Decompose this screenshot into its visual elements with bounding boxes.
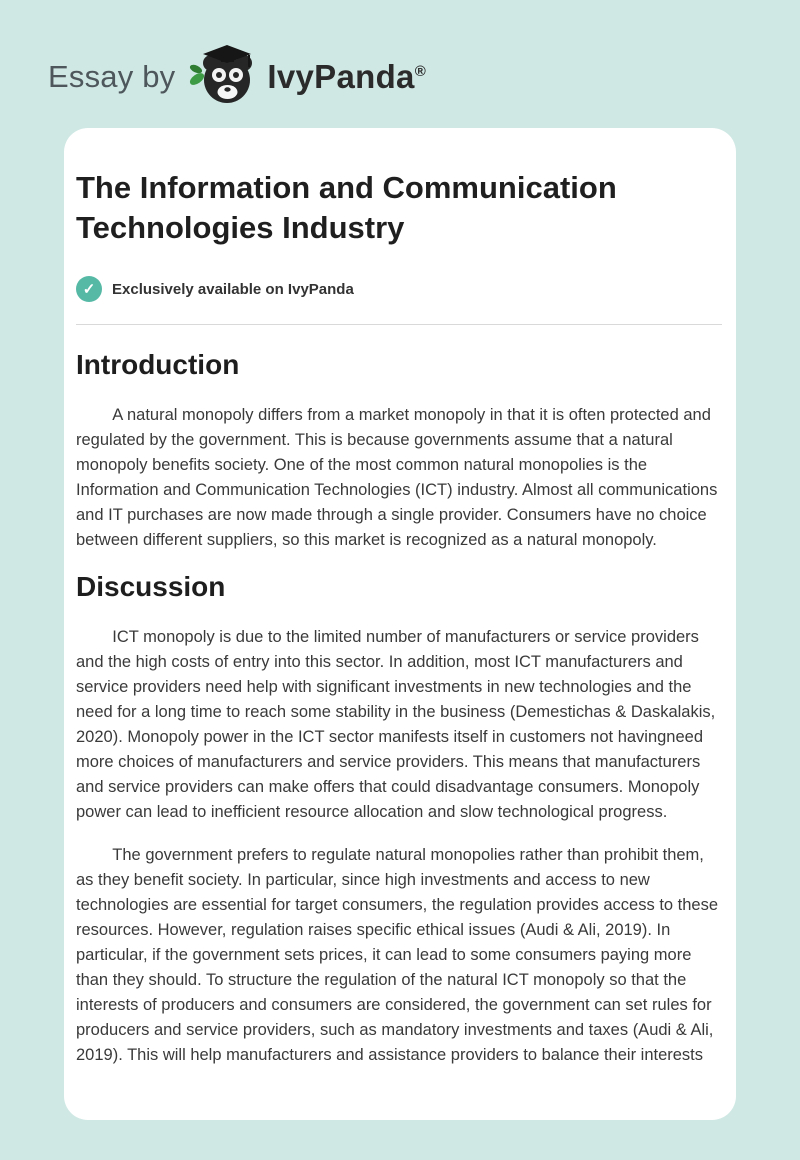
essay-by-label: Essay by — [48, 59, 176, 94]
section-discussion — [76, 571, 722, 1068]
discussion-paragraph-2: The government prefers to regulate natural monopolies rather than prohibit them, as they benefit society. In particular, since high investments and access to new technologies are essential for target consumers, the regulation provides access to these resources. However, regulation raises specific ethical issues (Audi & Ali, 2019). In particular, if the government sets prices, it can lead to some consumers paying more than they should. To structure the regulation of the natural ICT monopoly so that the interests of producers and consumers are considered, the government can set rules for producers and service providers, such as mandatory investments and taxes (Audi & Ali, 2019). This will help manufacturers and assistance providers to balance their interests — [76, 846, 719, 1064]
essay-title: The Information and Communication Technologies Industry — [76, 170, 617, 245]
discussion-paragraph-1: ICT monopoly is due to the limited number of manufacturers or service providers and the high costs of entry into this sector. In addition, most ICT manufacturers and service providers need help with significant investments in new technologies and the need for a long time to reach some stability in the business (Demestichas & Daskalakis, 2020). Monopoly power in the ICT sector manifests itself in customers not havingneed more choices of manufacturers and service providers. This means that manufacturers and service providers can make offers that could disadvantage consumers. Monopoly power can lead to inefficient resource allocation and slow technological progress. — [76, 628, 716, 821]
brand-name: IvyPanda® — [267, 58, 427, 95]
availability-label: Exclusively available on IvyPanda — [112, 280, 354, 298]
ivypanda-logo[interactable] — [187, 43, 426, 112]
availability-badge — [76, 276, 722, 302]
check-icon: ✓ — [76, 276, 102, 302]
essay-card — [64, 128, 736, 1120]
registered-mark: ® — [414, 63, 427, 80]
section-introduction — [76, 349, 722, 553]
introduction-heading: Introduction — [76, 349, 240, 380]
page-header — [0, 0, 800, 112]
panda-graduate-logo-icon — [187, 43, 259, 112]
divider — [76, 324, 722, 325]
introduction-paragraph: A natural monopoly differs from a market monopoly in that it is often protected and regulated by the government. This is because governments assume that a natural monopoly benefits society. One of the most common natural monopolies is the Information and Communication Technologies (ICT) industry. Almost all communications and IT purchases are now made through a single provider. Consumers have no choice between different suppliers, so this market is recognized as a natural monopoly. — [76, 406, 718, 549]
discussion-heading: Discussion — [76, 571, 226, 602]
